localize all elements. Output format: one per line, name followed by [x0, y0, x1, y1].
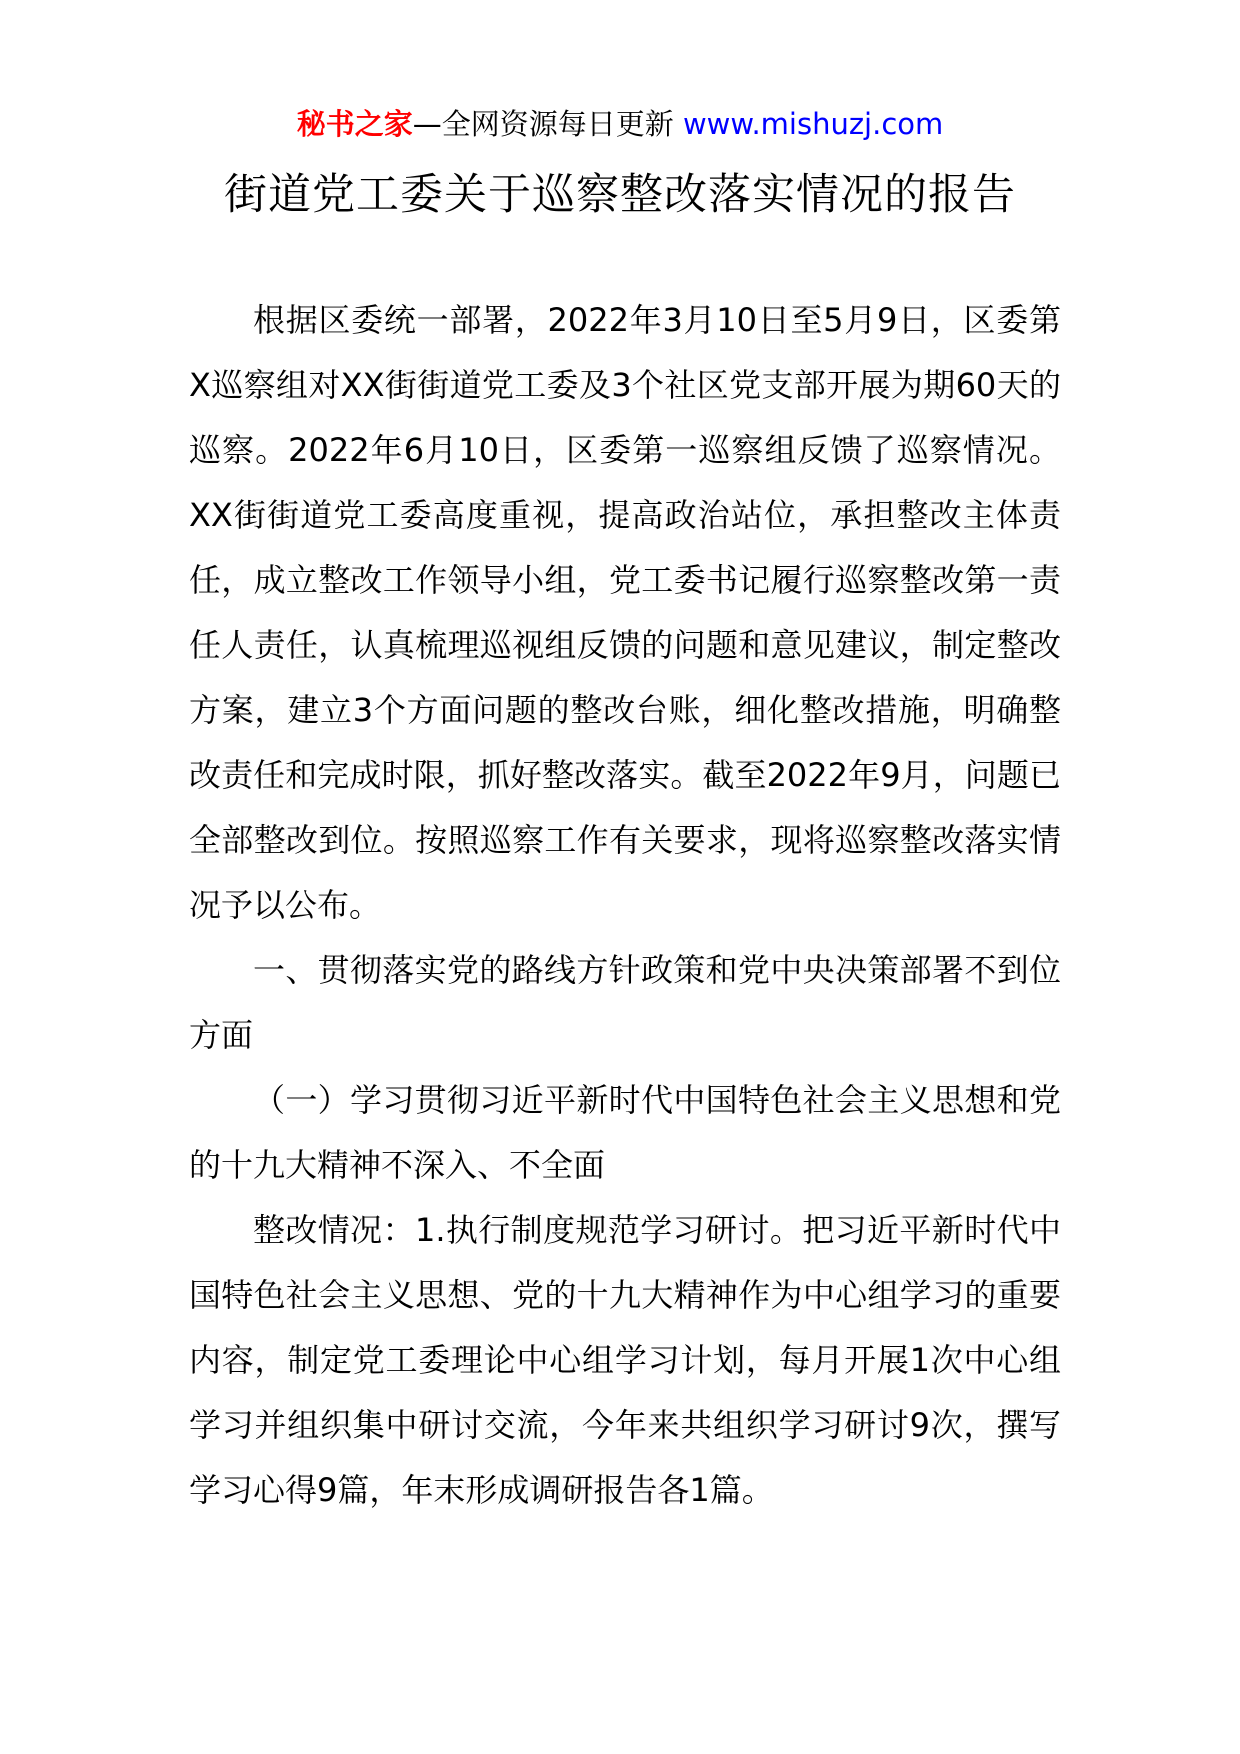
- site-url-link[interactable]: www.mishuzj.com: [682, 107, 944, 141]
- section-heading-1: 一、贯彻落实党的路线方针政策和党中央决策部署不到位方面: [189, 951, 1061, 1054]
- subsection-heading-1: （一）学习贯彻习近平新时代中国特色社会主义思想和党的十九大精神不深入、不全面: [189, 1081, 1061, 1184]
- document-body: [189, 288, 1061, 1523]
- intro-paragraph: 根据区委统一部署，2022年3月10日至5月9日，区委第X巡察组对XX街街道党工委及3个社区党支部开展为期60天的巡察。2022年6月10日，区委第一巡察组反馈了巡察情况。XX街街道党工委高度重视，提高政治站位，承担整改主体责任，成立整改工作领导小组，党工委书记履行巡察整改第一责任人责任，认真梳理巡视组反馈的问题和意见建议，制定整改方案，建立3个方面问题的整改台账，细化整改措施，明确整改责任和完成时限，抓好整改落实。截至2022年9月，问题已全部整改到位。按照巡察工作有关要求，现将巡察整改落实情况予以公布。: [189, 301, 1061, 924]
- document-title: 街道党工委关于巡察整改落实情况的报告: [224, 170, 1016, 220]
- site-header: [0, 100, 1240, 148]
- site-tagline: —全网资源每日更新: [412, 107, 674, 141]
- brand-name: 秘书之家: [296, 107, 413, 141]
- rectification-paragraph: 整改情况：1.执行制度规范学习研讨。把习近平新时代中国特色社会主义思想、党的十九大精神作为中心组学习的重要内容，制定党工委理论中心组学习计划，每月开展1次中心组学习并组织集中研讨交流，今年来共组织学习研讨9次，撰写学习心得9篇，年末形成调研报告各1篇。: [189, 1211, 1061, 1509]
